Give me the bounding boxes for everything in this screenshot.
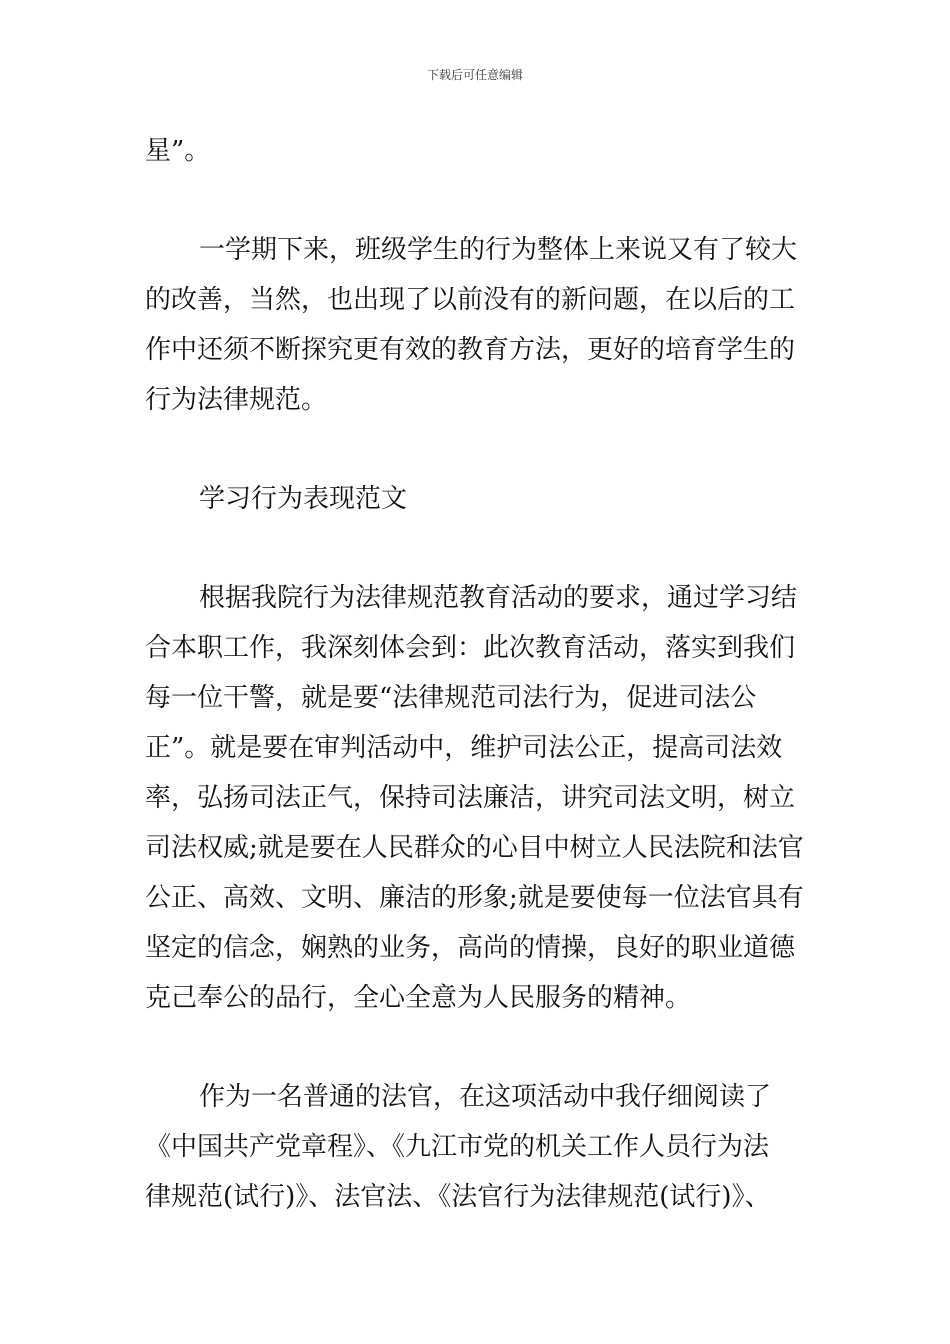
text-line: 正”。就是要在审判活动中，维护司法公正，提高司法效 (145, 733, 783, 763)
text-line: 作为一名普通的法官，在这项活动中我仔细阅读了 (199, 1082, 772, 1112)
text-line: 的改善，当然，也出现了以前没有的新问题，在以后的工 (145, 285, 796, 315)
text-line: 根据我院行为法律规范教育活动的要求，通过学习结 (199, 583, 798, 613)
text-line: 合本职工作，我深刻体会到：此次教育活动，落实到我们 (145, 633, 796, 663)
section-heading: 学习行为表现范文 (199, 484, 408, 514)
text-line: 每一位干警，就是要“法律规范司法行为，促进司法公 (145, 683, 757, 713)
text-line: 星”。 (145, 136, 211, 166)
text-line: 公正、高效、文明、廉洁的形象;就是要使每一位法官具有 (145, 883, 804, 913)
text-line: 作中还须不断探究更有效的教育方法，更好的培育学生的 (145, 335, 796, 365)
text-line: 坚定的信念，娴熟的业务，高尚的情操，良好的职业道德 (145, 933, 796, 963)
text-line: 一学期下来，班级学生的行为整体上来说又有了较大 (199, 235, 798, 265)
text-line: 律规范(试行)》、法官法、《法官行为法律规范(试行)》、 (145, 1182, 771, 1212)
text-line: 率，弘扬司法正气，保持司法廉洁，讲究司法文明，树立 (145, 783, 796, 813)
text-line: 司法权威;就是要在人民群众的心目中树立人民法院和法官 (145, 833, 804, 863)
page-header: 下载后可任意编辑 (426, 68, 523, 82)
text-line: 《中国共产党章程》、《九江市党的机关工作人员行为法 (145, 1132, 770, 1162)
text-line: 行为法律规范。 (145, 385, 328, 415)
text-line: 克己奉公的品行，全心全意为人民服务的精神。 (145, 983, 692, 1013)
